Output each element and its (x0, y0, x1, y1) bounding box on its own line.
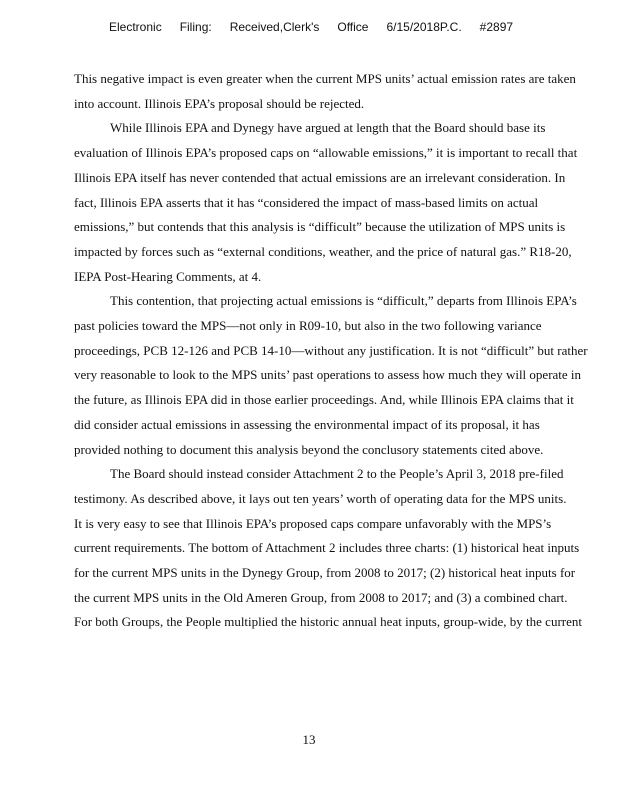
text-line: very reasonable to look to the MPS units’ past operations to assess how much they will operate in (74, 367, 582, 383)
text-line: impacted by forces such as “external conditions, weather, and the price of natural gas.” R18-20, (74, 243, 572, 259)
text-line: emissions,” but contends that this analysis is “difficult” because the utilization of MPS units is (74, 219, 566, 235)
paragraph (74, 116, 604, 289)
text-line: This contention, that projecting actual emissions is “difficult,” departs from Illinois EPA’s (110, 293, 577, 309)
header-office: Office (337, 20, 369, 34)
text-line: This negative impact is even greater when the current MPS units’ actual emission rates are taken (74, 71, 576, 86)
text-line: provided nothing to document this analysis beyond the conclusory statements cited above. (74, 441, 544, 457)
text-line: the current MPS units in the Old Ameren Group, from 2008 to 2017; and (3) a combined chart. (74, 589, 568, 605)
paragraph (74, 67, 604, 116)
header-electronic: Electronic (109, 20, 162, 34)
text-line: current requirements. The bottom of Attachment 2 includes three charts: (1) historical heat inputs (74, 540, 580, 556)
text-line: testimony. As described above, it lays out ten years’ worth of operating data for the MPS units. (74, 490, 567, 506)
text-line: proceedings, PCB 12-126 and PCB 14-10—without any justification. It is not “difficult” but rather (74, 342, 588, 358)
header-date: 6/15/2018P.C. (386, 20, 462, 34)
text-line: IEPA Post-Hearing Comments, at 4. (74, 268, 262, 284)
text-line: did consider actual emissions in assessing the environmental impact of its proposal, it has (74, 416, 540, 432)
text-line: past policies toward the MPS—not only in R09-10, but also in the two following variance (74, 318, 542, 334)
paragraph (74, 289, 604, 462)
text-line: The Board should instead consider Attachment 2 to the People’s April 3, 2018 pre-filed (110, 466, 564, 482)
header-number: #2897 (479, 20, 514, 34)
header-received: Received,Clerk's (229, 20, 320, 34)
text-line: For both Groups, the People multiplied the historic annual heat inputs, group-wide, by the current (74, 614, 582, 630)
header-filing: Filing: (179, 20, 212, 34)
page-number: 13 (302, 732, 316, 747)
text-line: While Illinois EPA and Dynegy have argued at length that the Board should base its (110, 120, 546, 136)
text-line: the future, as Illinois EPA did in those earlier proceedings. And, while Illinois EPA claims that it (74, 392, 574, 408)
paragraph (74, 462, 604, 635)
document-body (74, 67, 604, 635)
filing-header (109, 20, 598, 34)
text-line: into account. Illinois EPA’s proposal should be rejected. (74, 95, 365, 111)
text-line: It is very easy to see that Illinois EPA’s proposed caps compare unfavorably with the MPS’s (74, 515, 552, 531)
text-line: fact, Illinois EPA asserts that it has “considered the impact of mass-based limits on actual (74, 194, 539, 210)
text-line: Illinois EPA itself has never contended that actual emissions are an irrelevant consideration. In (74, 169, 566, 185)
text-line: evaluation of Illinois EPA’s proposed caps on “allowable emissions,” it is important to recall that (74, 145, 578, 161)
text-line: for the current MPS units in the Dynegy Group, from 2008 to 2017; (2) historical heat inputs for (74, 565, 576, 581)
